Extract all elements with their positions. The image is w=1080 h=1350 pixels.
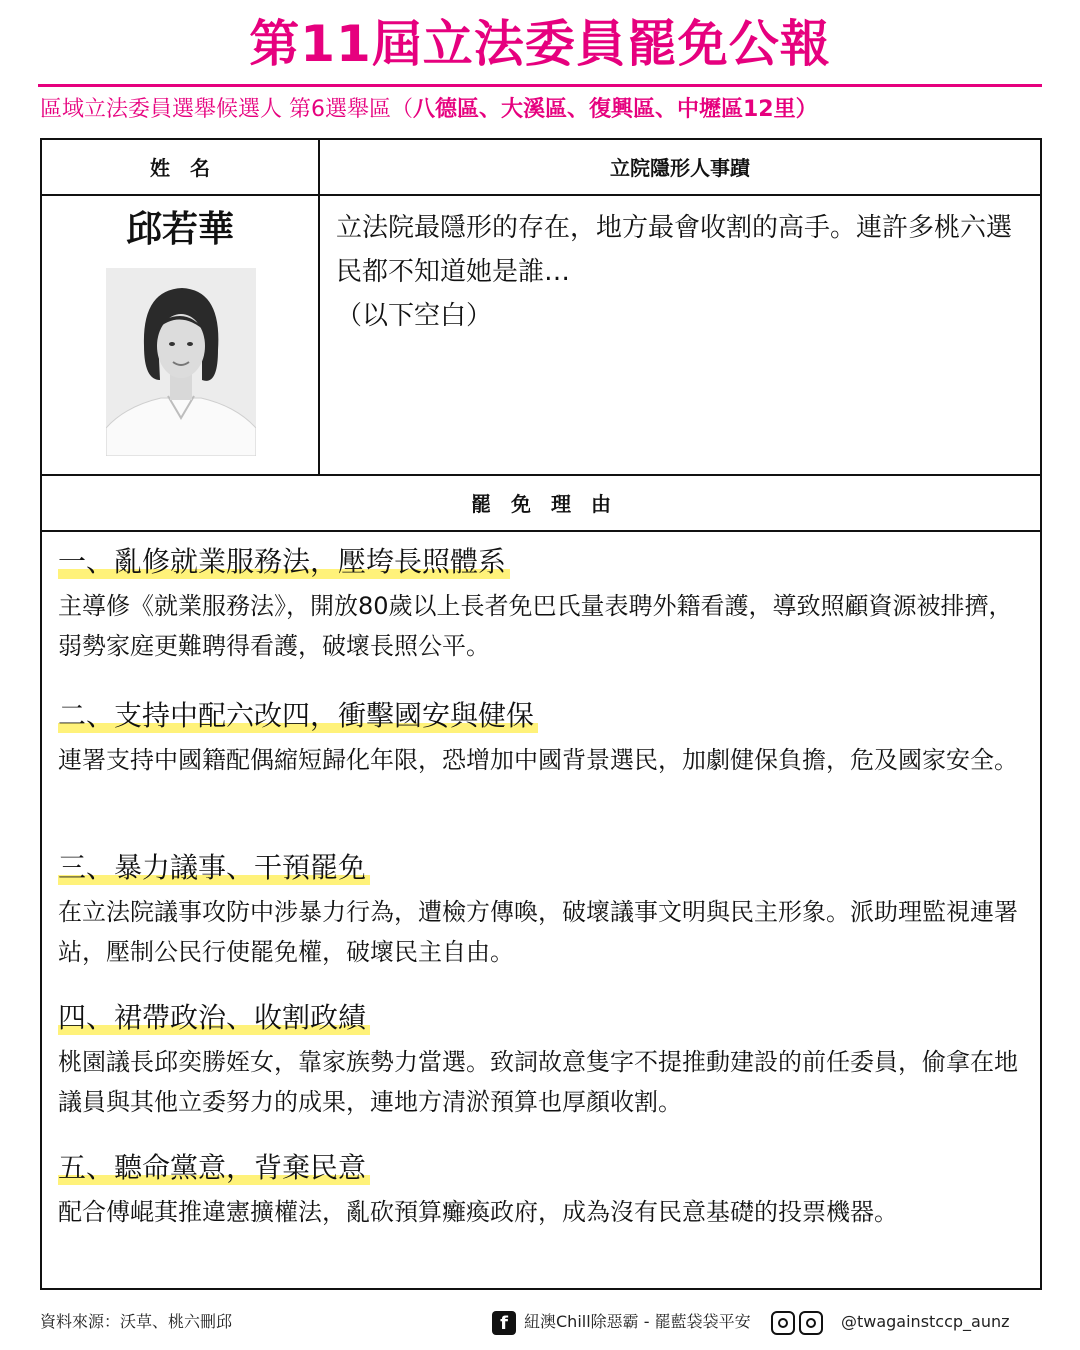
instagram-icon[interactable]	[799, 1311, 823, 1335]
social-links	[492, 1306, 1042, 1338]
source-note: 資料來源：沃草、桃六刪邱	[40, 1312, 233, 1331]
district-subtitle	[40, 92, 1040, 128]
title-divider	[38, 84, 1042, 87]
bulletin-table	[40, 138, 1042, 1290]
threads-icon[interactable]	[771, 1311, 795, 1335]
page-title: 第11屆立法委員罷免公報	[249, 15, 831, 73]
subtitle-district-list: 八德區、大溪區、復興區、中壢區12里	[413, 97, 796, 122]
column-divider	[318, 140, 320, 476]
name-column-header: 姓 名	[42, 140, 318, 196]
subtitle-close: ）	[795, 97, 818, 122]
deeds-column-header: 立院隱形人事蹟	[320, 140, 1040, 196]
reason-heading: 五、聽命黨意，背棄民意	[58, 1148, 370, 1188]
deeds-blank-note: （以下空白）	[336, 301, 493, 331]
candidate-name: 邱若華	[125, 209, 234, 250]
reason-item-4	[58, 998, 1028, 1122]
reasons-header: 罷 免 理 由	[471, 492, 611, 516]
reason-body: 主導修《就業服務法》，開放80歲以上長者免巴氏量表聘外籍看護，導致照顧資源被排擠，弱勢家庭更難聘得看護，破壞長照公平。	[58, 592, 1013, 660]
reasons-header-divider	[42, 530, 1040, 532]
reason-heading: 三、暴力議事、干預罷免	[58, 848, 370, 888]
reason-body: 連署支持中國籍配偶縮短歸化年限，恐增加中國背景選民，加劇健保負擔，危及國家安全。	[58, 746, 1018, 774]
reason-heading: 四、裙帶政治、收割政績	[58, 998, 370, 1038]
reason-body: 在立法院議事攻防中涉暴力行為，遭檢方傳喚，破壞議事文明與民主形象。派助理監視連署站，壓制公民行使罷免權，破壞民主自由。	[58, 898, 1018, 966]
reason-item-1	[58, 542, 1028, 666]
portrait-image	[106, 268, 256, 456]
candidate-photo	[106, 268, 256, 456]
facebook-page-name[interactable]: 紐澳Chill除惡霸 - 罷藍袋袋平安	[524, 1312, 751, 1331]
reason-heading: 一、亂修就業服務法，壓垮長照體系	[58, 542, 510, 582]
reason-heading: 二、支持中配六改四，衝擊國安與健保	[58, 696, 538, 736]
reason-item-2	[58, 696, 1028, 780]
reason-body: 桃園議長邱奕勝姪女，靠家族勢力當選。致詞故意隻字不提推動建設的前任委員，偷拿在地議員與其他立委努力的成果，連地方清淤預算也厚顏收割。	[58, 1048, 1018, 1116]
deeds-description: 立法院最隱形的存在，地方最會收割的高手。連許多桃六選民都不知道她是誰…	[336, 213, 1013, 287]
facebook-icon[interactable]: f	[492, 1311, 516, 1335]
reason-body: 配合傅崐萁推違憲擴權法，亂砍預算癱瘓政府，成為沒有民意基礎的投票機器。	[58, 1198, 898, 1226]
subtitle-regular: 區域立法委員選舉候選人 第6選舉區（	[40, 97, 413, 122]
instagram-handle[interactable]: @twagainstccp_aunz	[840, 1312, 1010, 1331]
deeds-text	[336, 206, 1026, 338]
reason-item-3	[58, 848, 1028, 972]
reason-item-5	[58, 1148, 1028, 1232]
